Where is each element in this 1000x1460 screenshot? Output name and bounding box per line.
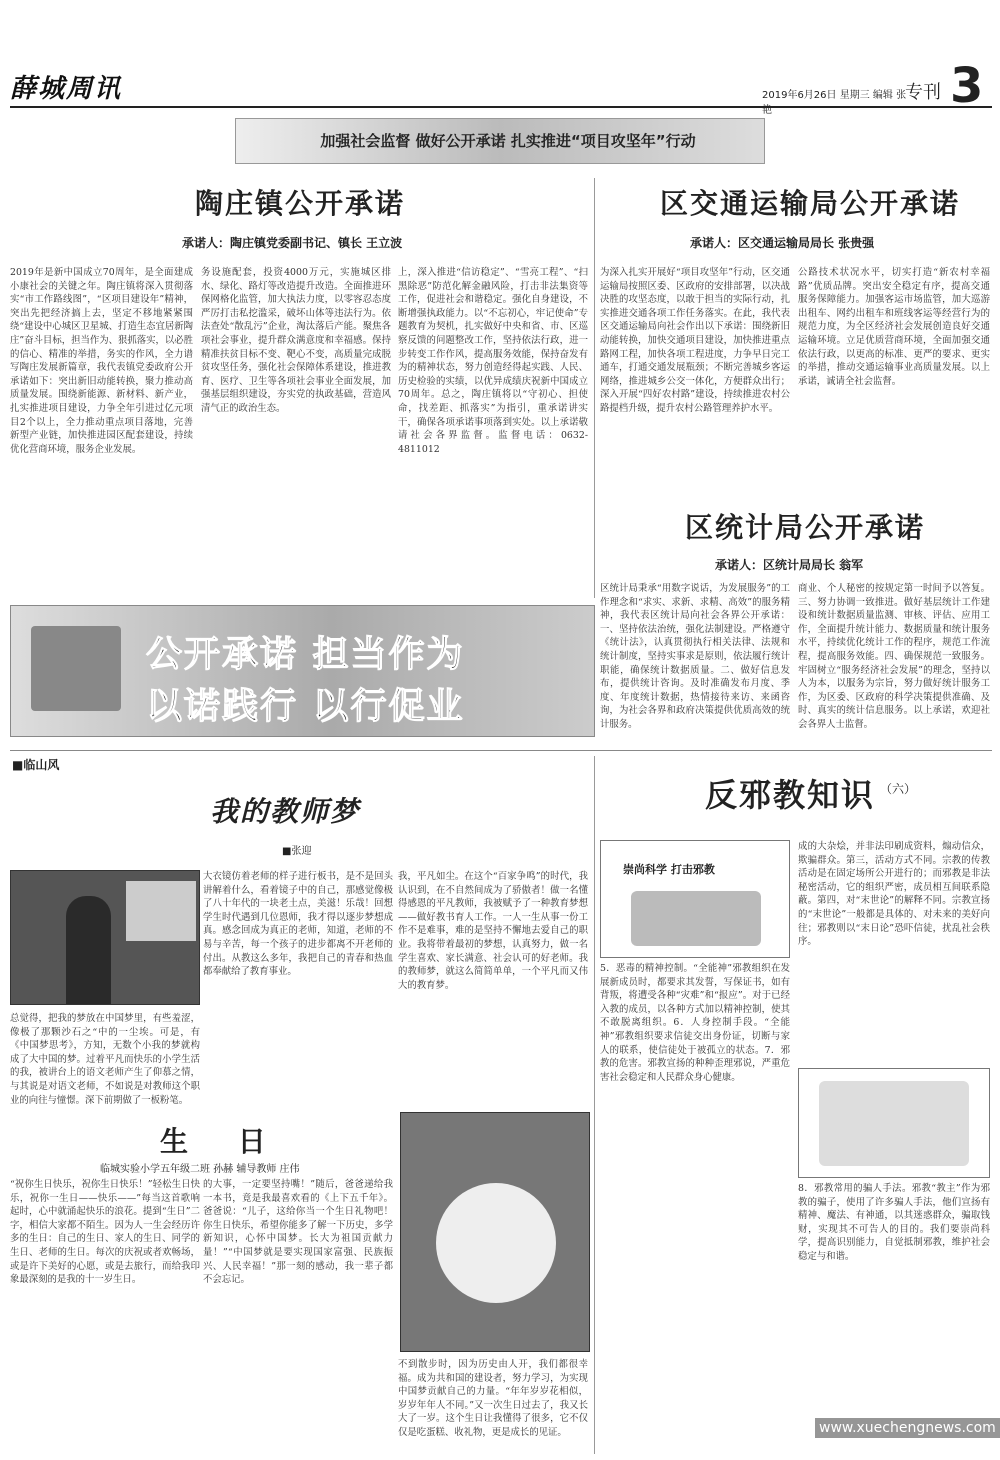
cartoon-figures bbox=[631, 891, 761, 946]
article-title-statistics: 区统计局公开承诺 bbox=[685, 511, 926, 544]
issue-meta: 2019年6月26日 星期三 编辑 张艳 bbox=[762, 90, 907, 116]
article-column: 为深入扎实开展好“项目攻坚年”行动，区交通运输局按照区委、区政府的安排部署，以决战决胜的攻坚态度，以敢于担当的实际行动，扎实推进交通各项工作任务落实。在此，我代表区交通运输局向社会作出以下承诺：围绕新旧动能转换，加快交通项目建设，加快推进重点路网工程，加快各项工程进度，力争早日完工通车，打通交通发展瓶颈；不断完善城乡客运网络，推进城乡公交一体化，方便群众出行；深入开展“四好农村路”建设，持续推进农村公路提档升级，提升农村公路管理养护水平。 bbox=[600, 267, 790, 414]
article-column: 商业、个人秘密的按规定第一时间予以答复。三、努力协调一致推进。做好基层统计工作建设和统计数据质量监测、审核、评估、应用工作，全面提升统计能力、数据质量和统计服务水平，持续优化统计工作的程序，规范工作流程，提高服务效能。四、确保规范一致服务。牢固树立“服务经济社会发展”的理念，坚持以人为本，以服务为宗旨，努力做好统计服务工作，为区委、区政府的科学决策提供准确、及时、真实的统计信息服务。以上承诺，欢迎社会各界人士监督。 bbox=[798, 583, 990, 730]
pagoda-illustration bbox=[31, 626, 121, 711]
section-divider bbox=[10, 750, 992, 751]
article-column: 区统计局秉承“用数字说话，为发展服务”的工作理念和“求实、求新、求精、高效”的服务精神，我代表区统计局向社会各界公开承诺：一、坚持依法治统，强化法制建设。严格遵守《统计法》，认真贯彻执行相关法律、法规和统计制度，坚持实事求是原则，依法履行统计职能，确保统计数据质量。二、做好信息发布，提供统计咨询。及时准确发布月度、季度、年度统计数据，热情接待来访、来函咨询，为社会各界和政府决策提供优质高效的统计服务。 bbox=[600, 583, 790, 730]
section-label: 专刊 bbox=[905, 82, 941, 103]
header-rule bbox=[10, 106, 992, 108]
article-column: 公路技术状况水平，切实打造“新农村幸福路”优质品牌。突出安全稳定有序，提高交通服务保障能力。加强客运市场监管，加大巡游出租车、网约出租车和班线客运等经营行为的规范力度，为全区经济社会发展创造良好交通运输环境。立足优质营商环境，全面加强交通依法行政，以更高的标准、更严的要求、更实的举措，推动交通运输事业高质量发展。以上承诺，诚请全社会监督。 bbox=[798, 267, 990, 387]
page-number: 3 bbox=[950, 58, 984, 114]
article-title-teacher-dream: 我的教师梦 bbox=[210, 795, 361, 828]
article-column: 不到散步时，因为历史由人开，我们都很幸福。成为共和国的建设者，努力学习，为实现中国梦贡献自己的力量。“年年岁岁花相似，岁岁年年人不同。”又一次生日过去了，我又长大了一岁。这个生日让我懂得了很多，它不仅仅是吃蛋糕、收礼物，更是成长的见证。 bbox=[398, 1359, 588, 1438]
article-column: 大衣镜仿着老师的样子进行板书，是不是回头讲解着什么，看着镜子中的自己，那感觉像极了八十年代的一块老土点，美滋！乐哉！回想学生时代遇到几位恩师，我才得以逐步梦想成真。感念回成为真正的老师，知道，老师的不易与辛苦，每一个孩子的进步都离不开老师的付出。从教这么多年，我把自己的青春和热血都奉献给了教育事业。 bbox=[203, 871, 393, 978]
article-column: 务设施配套，投资4000万元，实施城区排水、绿化、路灯等改造提升改造。全面推进环保网格化监管，加大执法力度，以零容忍态度严厉打击私挖滥采，破坏山体等违法行为。依法查处“散乱污”企业，淘汰落后产能。聚焦各项社会事业，提升群众满意度和幸福感。保持精准扶贫目标不变、靶心不变，高质量完成脱贫攻坚任务，强化社会保障体系建设，推进教育、医疗、卫生等各项社会事业全面发展，加强基层组织建设，夯实党的执政基础，营造风清气正的政治生态。 bbox=[201, 267, 391, 414]
article-title-anti-cult: 反邪教知识 bbox=[705, 776, 876, 814]
article-author: ■张迎 bbox=[282, 846, 312, 857]
promise-banner-image bbox=[10, 605, 595, 737]
article-title-birthday: 生 日 bbox=[160, 1125, 286, 1158]
article-column: 成的大杂烩，并非法印刷成资料，煽动信众，欺骗群众。第三，活动方式不同。宗教的传教活动是在固定场所公开进行的；而邪教是非法秘密活动，它的组织严密，成员相互间联系隐蔽。第四，对“末世论”的解释不同。宗教宣扬的“末世论”一般都是具体的、对未来的美好向往；邪教则以“末日论”恐吓信徒，扰乱社会秩序。 bbox=[798, 841, 990, 948]
cake-illustration bbox=[436, 1183, 556, 1303]
article-column: 上，深入推进“信访稳定”、“雪亮工程”、“扫黑除恶”防范化解金融风险，打击非法集资等工作，促进社会和谐稳定。强化自身建设，不断增强执政能力。以“不忘初心，牢记使命”专题教育为契机，扎实做好中央和省、市、区巡察反馈的问题整改工作，坚持依法行政，进一步转变工作作风，提高服务效能，保持奋发有为的精神状态，努力创造经得起实践、人民、历史检验的实绩，以优异成绩庆祝新中国成立70周年。总之，陶庄镇将以“守初心、担使命，找差距、抓落实”为指引，重承诺讲实干，确保各项承诺事项落到实处。以上承诺敬请社会各界监督。监督电话：0632-4811012 bbox=[398, 267, 588, 455]
cartoon-caption: 崇尚科学 打击邪教 bbox=[623, 863, 715, 876]
person-silhouette bbox=[66, 896, 111, 1004]
anti-cult-illustration bbox=[798, 1068, 990, 1178]
column-divider bbox=[594, 178, 595, 598]
newspaper-logo: 薛城周讯 bbox=[10, 74, 123, 104]
anti-cult-cartoon bbox=[600, 840, 790, 958]
article-column: 2019年是新中国成立70周年，是全面建成小康社会的关键之年。陶庄镇将深入贯彻落实“市工作路线图”，“区项目建设年”精神，突出先把经济搞上去，坚定不移地紧紧围绕“建设中心城区卫星城、打造生态宜居新陶庄”奋斗目标，担当作为、狠抓落实，以必胜的信心、精准的举措，务实的作风，全力谱写陶庄发展新篇章，我代表镇党委政府公开承诺如下：突出新旧动能转换，聚力推动高质量发展。围绕新能源、新材料、新产业，扎实推进项目建设，力争全年引进过亿元项目2个以上，全力推动重点项目落地，完善新型产业链，加快推进园区配套建设，持续优化营商环境，服务企业发展。 bbox=[10, 267, 193, 455]
column-divider bbox=[594, 756, 595, 1454]
article-subtitle: （六） bbox=[880, 782, 917, 796]
article-title-transport: 区交通运输局公开承诺 bbox=[660, 187, 961, 220]
website-watermark: www.xuechengnews.com bbox=[815, 1418, 1000, 1438]
article-author: 临城实验小学五年级二班 孙赫 辅导教师 庄伟 bbox=[100, 1164, 300, 1175]
banner-line-1: 公开承诺 担当作为 bbox=[146, 634, 465, 675]
article-column: 8．邪教常用的骗人手法。邪教“教主”作为邪教的骗子，使用了许多骗人手法，他们宣扬有精神、魔法、有神通，以其迷惑群众，骗取钱财，实现其不可告人的目的。我们要崇尚科学，提高识别能力，自觉抵制邪教，维护社会稳定与和谐。 bbox=[798, 1183, 990, 1262]
screen-display bbox=[126, 881, 196, 941]
article-column: 5．恶毒的精神控制。“全能神”邪教组织在发展新成员时，都要求其发誓，写保证书，如有背叛，将遭受各种“灾难”和“报应”。对于已经入教的成员，以各种方式加以精神控制，使其不敢脱离组织。6．人身控制手段。“全能神”邪教组织要求信徒交出身份证，切断与家人的联系，使信徒处于被孤立的状态。7．邪教的危害。邪教宣扬的种种歪理邪说，严重危害社会稳定和人民群众身心健康。 bbox=[600, 963, 790, 1083]
article-title-taozhuang: 陶庄镇公开承诺 bbox=[195, 187, 406, 220]
article-column: 的大事，一定要坚持嘴！”随后，爸爸递给我一本书，竟是我最喜欢看的《上下五千年》。爸爸说：“儿子，这给你当一个生日礼物吧！你生日快乐，希望你能多了解一下历史，多学新知识，心怀中国梦。长大为祖国贡献力量！”“中国梦就是要实现国家富强、民族振兴、人民幸福！”那一刻的感动，我一辈子都不会忘记。 bbox=[203, 1179, 393, 1286]
section-linshanfeng: ■临山风 bbox=[12, 758, 60, 772]
article-byline-statistics: 承诺人：区统计局局长 翁军 bbox=[715, 558, 864, 572]
teacher-photo bbox=[10, 870, 200, 1005]
article-column: “祝你生日快乐，祝你生日快乐！”轻松生日快乐，祝你一生日——快乐——”每当这首歌响起时，心中就涌起快乐的浪花。提到“生日”二字，相信大家都不陌生。因为人一生会经历许多的生日：自己的生日、家人的生日、同学的生日、老师的生日。每次的庆祝或者欢畅场，或是许下美好的心愿，或是去旅行，而给我印象最深刻的是我的十一岁生日。 bbox=[10, 1179, 200, 1286]
top-banner-text: 加强社会监督 做好公开承诺 扎实推进“项目攻坚年”行动 bbox=[320, 132, 696, 150]
article-column: 总觉得，把我的梦放在中国梦里，有些羞涩，像极了那颗沙石之“中的一尘埃。可是，有《中国梦思考》，方知，无数个小我的梦就构成了大中国的梦。过着平凡而快乐的小学生活的我，被讲台上的语文老师产生了仰慕之情，与其说是对语文老师，不如说是对教师这个职业的向往与憧憬。深下前期做了一板粉笔。 bbox=[10, 1013, 200, 1106]
article-column: 我，平凡如尘。在这个“百家争鸣”的时代，我认识到，在不自然间成为了骄傲者！做一名懂得感恩的平凡教师，我被赋予了一种教育梦想——做好教书育人工作。一人一生从事一份工作不是难事，难的是坚持不懈地去爱自己的职业。我将带着最初的梦想，认真努力，做一名学生喜欢、家长满意、社会认可的好老师。我的教师梦，就这么简简单单，一个平凡而又伟大的教育梦。 bbox=[398, 871, 588, 991]
article-byline-transport: 承诺人：区交通运输局局长 张贵强 bbox=[690, 236, 875, 250]
article-byline-taozhuang: 承诺人：陶庄镇党委副书记、镇长 王立波 bbox=[182, 236, 403, 250]
illustration-figures bbox=[819, 1081, 969, 1166]
banner-line-2: 以诺践行 以行促业 bbox=[146, 686, 465, 727]
birthday-cake-photo bbox=[400, 1112, 590, 1352]
